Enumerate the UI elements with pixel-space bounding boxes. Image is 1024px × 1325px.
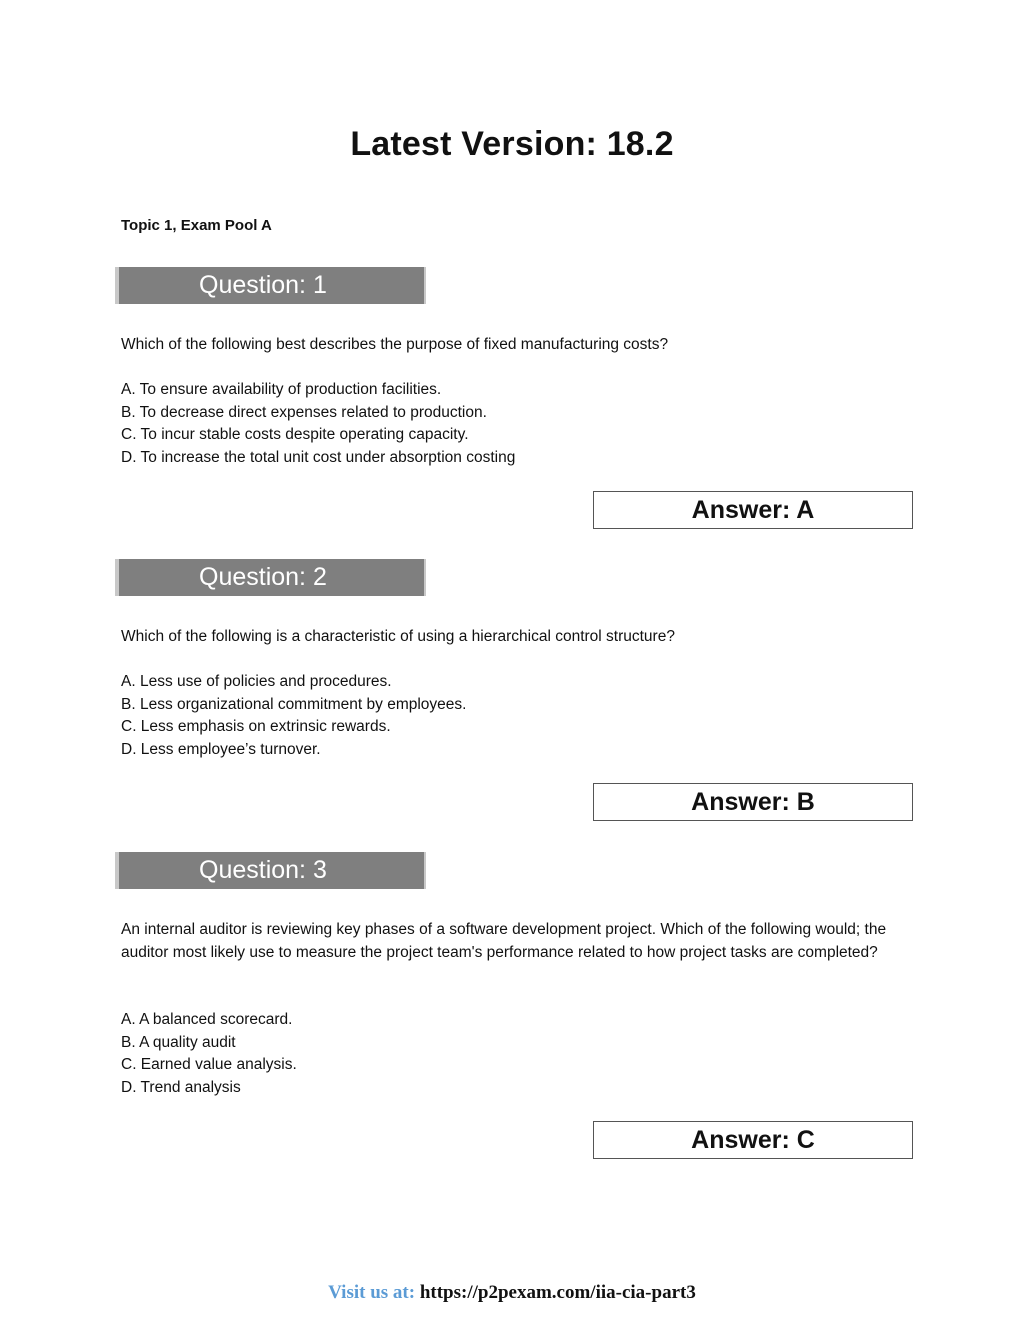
footer-visit-label: Visit us at: (328, 1282, 416, 1303)
question-3-options (121, 1009, 911, 1099)
option-c: C. Earned value analysis. (121, 1056, 297, 1073)
answer-1-box: Answer: A (593, 491, 913, 529)
option-b: B. Less organizational commitment by employees. (121, 695, 467, 713)
option-b: B. To decrease direct expenses related to production. (121, 403, 487, 421)
footer (0, 1282, 1024, 1304)
topic-label: Topic 1, Exam Pool A (121, 217, 272, 234)
option-c: C. Less emphasis on extrinsic rewards. (121, 718, 391, 735)
option-b: B. A quality audit (121, 1033, 236, 1051)
page-title: Latest Version: 18.2 (350, 125, 674, 163)
option-d: D. To increase the total unit cost under absorption costing (121, 448, 516, 466)
question-2-heading: Question: 2 (115, 559, 426, 596)
option-a: A. To ensure availability of production facilities. (121, 381, 442, 398)
question-1-heading: Question: 1 (115, 267, 426, 304)
question-3-text: An internal auditor is reviewing key phases of a software development project. Which of the following would; the auditor most likely use to measure the project team's performance related to how project tasks are completed? (121, 921, 887, 961)
option-a: A. A balanced scorecard. (121, 1011, 293, 1028)
option-c: C. To incur stable costs despite operating capacity. (121, 426, 469, 443)
option-d: D. Less employee’s turnover. (121, 740, 321, 758)
option-d: D. Trend analysis (121, 1078, 241, 1096)
option-a: A. Less use of policies and procedures. (121, 673, 392, 690)
question-2-text: Which of the following is a characteristic of using a hierarchical control structure? (121, 628, 675, 645)
question-1-options (121, 379, 911, 469)
question-1-text: Which of the following best describes the purpose of fixed manufacturing costs? (121, 336, 669, 353)
question-3-heading: Question: 3 (115, 852, 426, 889)
answer-3-box: Answer: C (593, 1121, 913, 1159)
question-2-options (121, 671, 911, 761)
footer-url-link[interactable]: https://p2pexam.com/iia-cia-part3 (419, 1282, 696, 1303)
answer-2-box: Answer: B (593, 783, 913, 821)
